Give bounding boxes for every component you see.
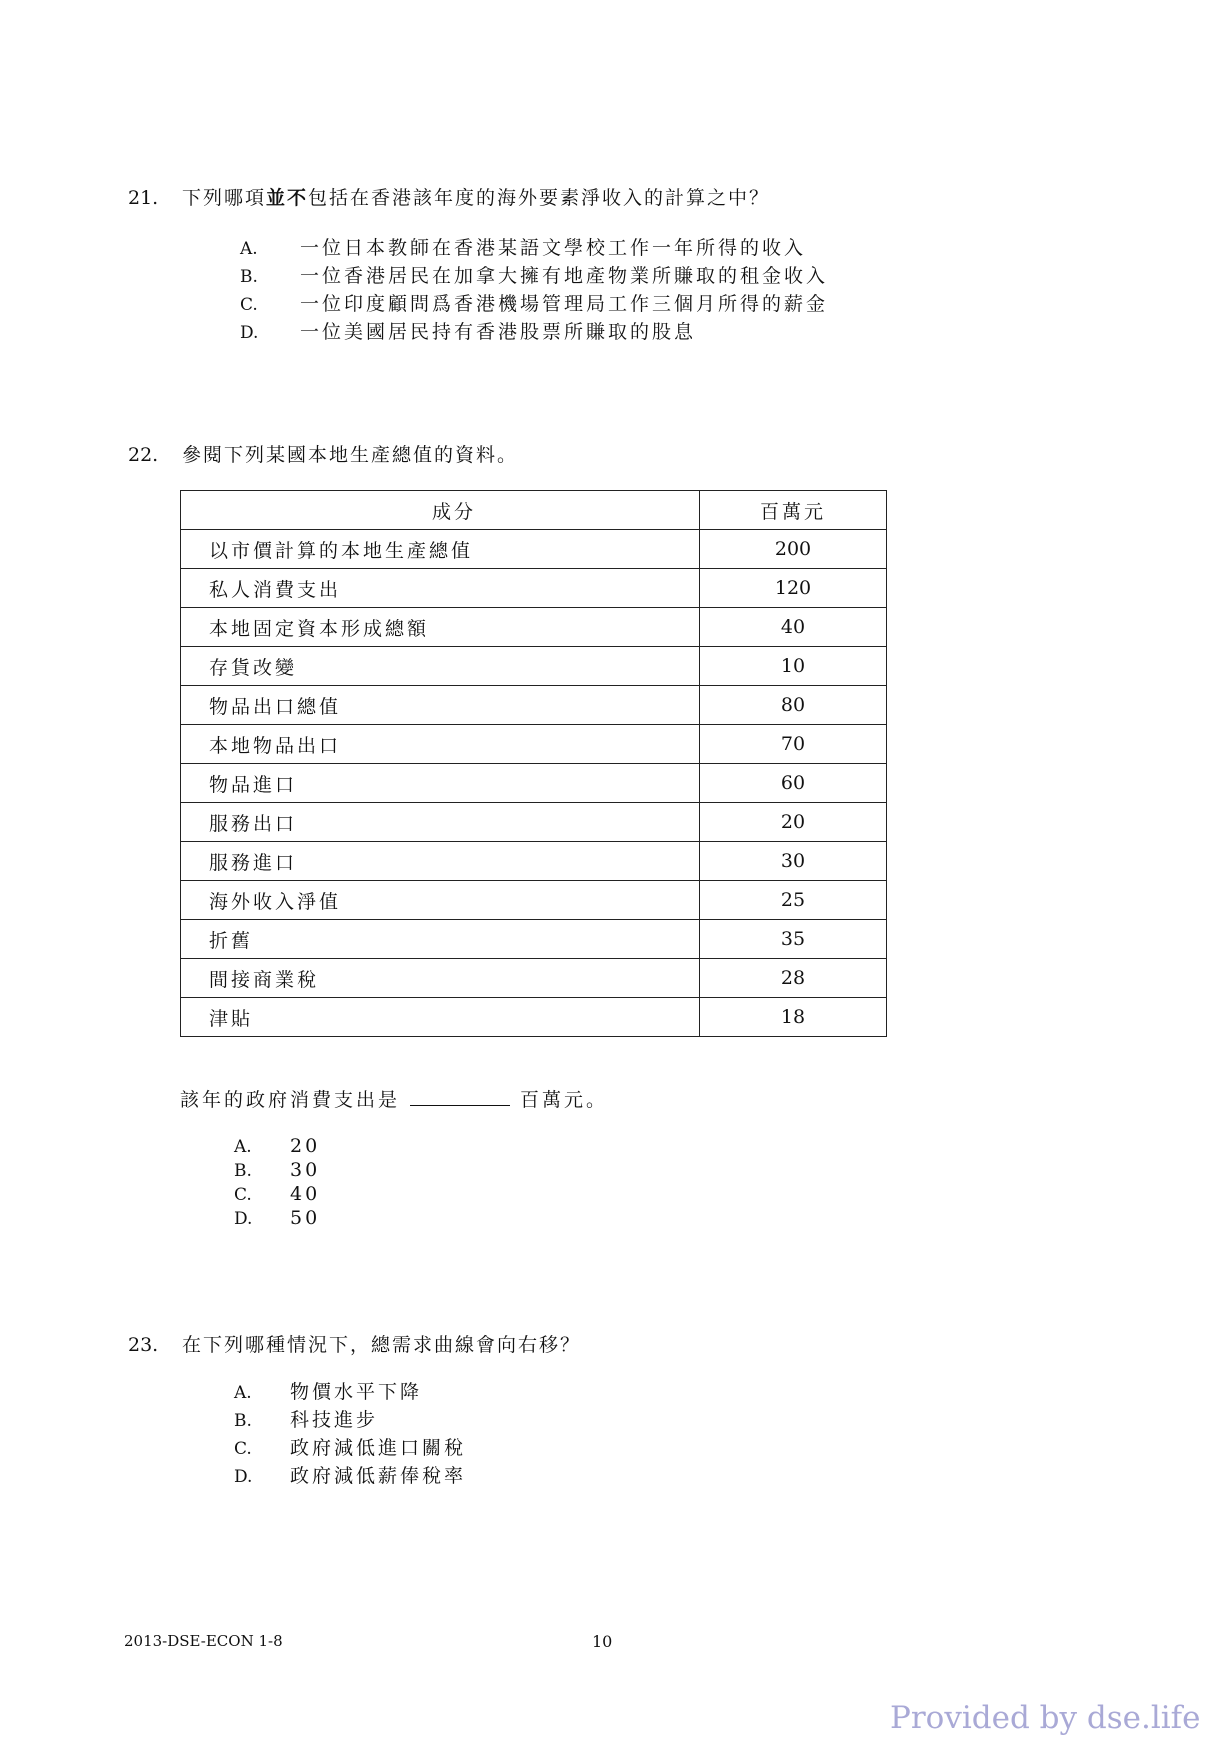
option-b — [234, 1406, 466, 1434]
table-row — [181, 920, 887, 959]
paper-code: 2013-DSE-ECON 1-8 — [124, 1632, 283, 1650]
option-letter: D. — [240, 323, 259, 343]
question-text-rest: 包括在香港該年度的海外要素淨收入的計算之中？ — [308, 187, 771, 209]
option-letter: B. — [240, 267, 258, 287]
cell-value: 70 — [700, 725, 887, 764]
option-letter: C. — [234, 1185, 252, 1205]
question-number: 22. — [128, 444, 159, 466]
cell-value: 35 — [700, 920, 887, 959]
cell-value: 18 — [700, 998, 887, 1037]
table-row — [181, 647, 887, 686]
option-text: 科技進步 — [290, 1409, 379, 1431]
option-letter: A. — [234, 1137, 252, 1157]
question-23 — [128, 1330, 581, 1357]
option-d — [234, 1206, 320, 1230]
question-23-options — [234, 1378, 466, 1490]
option-text: 30 — [290, 1159, 321, 1181]
option-letter: C. — [240, 295, 258, 315]
cell-component: 服務出口 — [181, 803, 700, 842]
answer-blank — [410, 1087, 510, 1106]
table-row — [181, 881, 887, 920]
option-text: 一位日本教師在香港某語文學校工作一年所得的收入 — [300, 237, 807, 259]
table-header-row — [181, 491, 887, 530]
cell-component: 海外收入淨值 — [181, 881, 700, 920]
cell-value: 80 — [700, 686, 887, 725]
stem-unit: 百萬元。 — [520, 1089, 609, 1111]
table-row — [181, 608, 887, 647]
question-21 — [128, 183, 770, 210]
option-letter: A. — [234, 1383, 252, 1403]
cell-component: 津貼 — [181, 998, 700, 1037]
table-row — [181, 959, 887, 998]
option-text: 物價水平下降 — [290, 1381, 423, 1403]
option-c — [234, 1182, 320, 1206]
cell-component: 折舊 — [181, 920, 700, 959]
table-row — [181, 842, 887, 881]
question-21-options — [240, 234, 828, 346]
cell-component: 本地固定資本形成總額 — [181, 608, 700, 647]
option-letter: B. — [234, 1161, 252, 1181]
question-text: 下列哪項 — [182, 187, 267, 209]
option-b — [240, 262, 828, 290]
table-row — [181, 998, 887, 1037]
watermark-text: Provided by dse.life — [890, 1700, 1201, 1736]
cell-value: 200 — [700, 530, 887, 569]
option-text: 20 — [290, 1135, 321, 1157]
table-row — [181, 803, 887, 842]
option-d — [234, 1462, 466, 1490]
gdp-data-table — [180, 490, 887, 1037]
option-a — [234, 1378, 466, 1406]
option-letter: C. — [234, 1439, 252, 1459]
cell-value: 25 — [700, 881, 887, 920]
option-text: 一位香港居民在加拿大擁有地產物業所賺取的租金收入 — [300, 265, 829, 287]
question-text: 參閱下列某國本地生產總值的資料。 — [182, 444, 519, 466]
question-22-stem — [180, 1085, 608, 1112]
table-row — [181, 530, 887, 569]
cell-component: 存貨改變 — [181, 647, 700, 686]
cell-component: 物品進口 — [181, 764, 700, 803]
option-letter: B. — [234, 1411, 252, 1431]
table-row — [181, 569, 887, 608]
option-text: 一位印度顧問爲香港機場管理局工作三個月所得的薪金 — [300, 293, 829, 315]
question-22 — [128, 440, 518, 467]
cell-component: 物品出口總值 — [181, 686, 700, 725]
cell-component: 服務進口 — [181, 842, 700, 881]
table-row — [181, 725, 887, 764]
question-number: 21. — [128, 187, 159, 209]
cell-value: 10 — [700, 647, 887, 686]
option-c — [234, 1434, 466, 1462]
option-text: 40 — [290, 1183, 321, 1205]
cell-value: 20 — [700, 803, 887, 842]
option-text: 政府減低薪俸稅率 — [290, 1465, 467, 1487]
stem-text: 該年的政府消費支出是 — [180, 1089, 401, 1111]
option-a — [234, 1134, 320, 1158]
cell-value: 28 — [700, 959, 887, 998]
option-text: 50 — [290, 1207, 321, 1229]
question-number: 23. — [128, 1334, 159, 1356]
cell-value: 60 — [700, 764, 887, 803]
cell-component: 以市價計算的本地生產總值 — [181, 530, 700, 569]
cell-component: 本地物品出口 — [181, 725, 700, 764]
table-row — [181, 764, 887, 803]
option-b — [234, 1158, 320, 1182]
table-row — [181, 686, 887, 725]
option-letter: D. — [234, 1467, 253, 1487]
cell-component: 間接商業稅 — [181, 959, 700, 998]
question-22-options — [234, 1134, 320, 1230]
option-letter: A. — [240, 239, 258, 259]
question-text: 在下列哪種情況下，總需求曲線會向右移？ — [182, 1334, 582, 1356]
question-emphasis: 並不 — [266, 187, 309, 209]
column-header-component: 成分 — [181, 491, 700, 530]
option-a — [240, 234, 828, 262]
option-text: 政府減低進口關稅 — [290, 1437, 467, 1459]
cell-value: 40 — [700, 608, 887, 647]
cell-component: 私人消費支出 — [181, 569, 700, 608]
cell-value: 30 — [700, 842, 887, 881]
option-d — [240, 318, 828, 346]
column-header-value: 百萬元 — [700, 491, 887, 530]
option-letter: D. — [234, 1209, 253, 1229]
option-text: 一位美國居民持有香港股票所賺取的股息 — [300, 321, 697, 343]
page-number: 10 — [592, 1632, 613, 1651]
cell-value: 120 — [700, 569, 887, 608]
option-c — [240, 290, 828, 318]
